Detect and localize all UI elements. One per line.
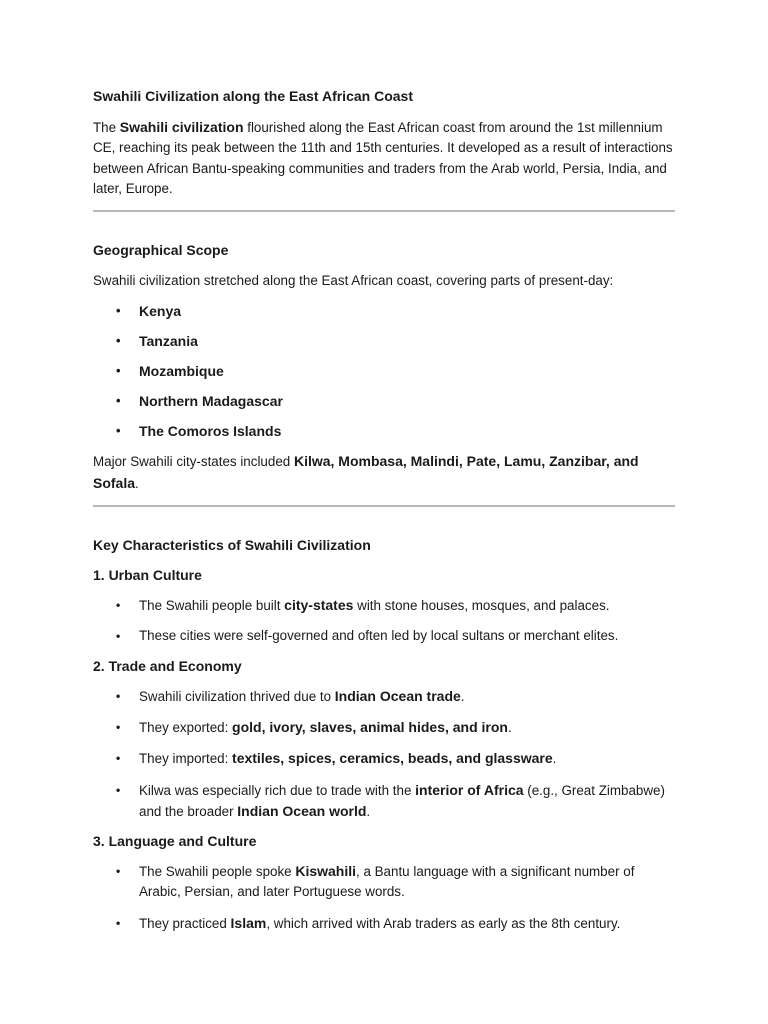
language-culture-list (93, 861, 675, 934)
city-states-paragraph: Major Swahili city-states included Kilwa, Mombasa, Malindi, Pate, Lamu, Zanzibar, and Sofala. (93, 453, 639, 491)
language-culture-heading: 3. Language and Culture (93, 833, 257, 850)
list-item: • Swahili civilization thrived due to Indian Ocean trade. (93, 686, 675, 707)
trade-economy-list (93, 686, 675, 822)
list-item: • These cities were self-governed and often led by local sultans or merchant elites. (93, 626, 675, 646)
list-item: • Kenya (116, 303, 182, 320)
document-title: Swahili Civilization along the East African Coast (93, 88, 413, 104)
list-item: • They practiced Islam, which arrived with Arab traders as early as the 8th century. (93, 913, 675, 934)
document-page (93, 86, 675, 934)
list-item: • Tanzania (116, 333, 198, 350)
list-item: • They imported: textiles, spices, ceramics, beads, and glassware. (93, 748, 675, 769)
country-list (93, 301, 675, 441)
section-divider (93, 210, 675, 212)
list-item: • The Comoros Islands (116, 423, 282, 440)
bullet-icon: • (116, 719, 121, 734)
geo-lead: Swahili civilization stretched along the East African coast, covering parts of present-day: (93, 273, 614, 289)
trade-economy-heading: 2. Trade and Economy (93, 657, 242, 674)
intro-bold-term: Swahili civilization (119, 119, 244, 135)
bullet-icon: • (116, 393, 121, 409)
intro-paragraph: The Swahili civilization flourished along the East African coast from around the 1st millennium CE, reaching its peak between the 11th and 15th centuries. It developed as a result of interactions between African Bantu-speaking communities and traders from the Arab world, Persia, India, and later, Europe. (93, 119, 673, 196)
list-item: • The Swahili people spoke Kiswahili, a Bantu language with a significant number of Arabic, Persian, and later Portuguese words. (116, 863, 635, 900)
section-divider (93, 505, 675, 507)
bullet-icon: • (116, 333, 121, 349)
bullet-icon: • (116, 303, 121, 319)
list-item: • Mozambique (116, 363, 224, 380)
bullet-icon: • (116, 629, 121, 644)
bullet-icon: • (116, 915, 121, 930)
bullet-icon: • (116, 598, 121, 613)
bullet-icon: • (116, 688, 121, 703)
geo-heading: Geographical Scope (93, 242, 229, 259)
list-item: • They exported: gold, ivory, slaves, animal hides, and iron. (93, 717, 675, 738)
bullet-icon: • (116, 423, 121, 439)
bullet-icon: • (116, 864, 121, 879)
list-item: • Northern Madagascar (116, 393, 283, 410)
key-heading: Key Characteristics of Swahili Civilization (93, 537, 371, 554)
bullet-icon: • (116, 782, 121, 797)
bullet-icon: • (116, 363, 121, 379)
urban-culture-heading: 1. Urban Culture (93, 567, 202, 584)
urban-culture-list (93, 595, 675, 647)
city-states-bold: Kilwa, Mombasa, Malindi, Pate, Lamu, Zanzibar, and Sofala (93, 453, 639, 491)
bullet-icon: • (116, 751, 121, 766)
list-item: • Kilwa was especially rich due to trade with the interior of Africa (e.g., Great Zimbabwe) and the broader Indian Ocean world. (116, 781, 665, 819)
list-item: • The Swahili people built city-states with stone houses, mosques, and palaces. (93, 595, 675, 616)
